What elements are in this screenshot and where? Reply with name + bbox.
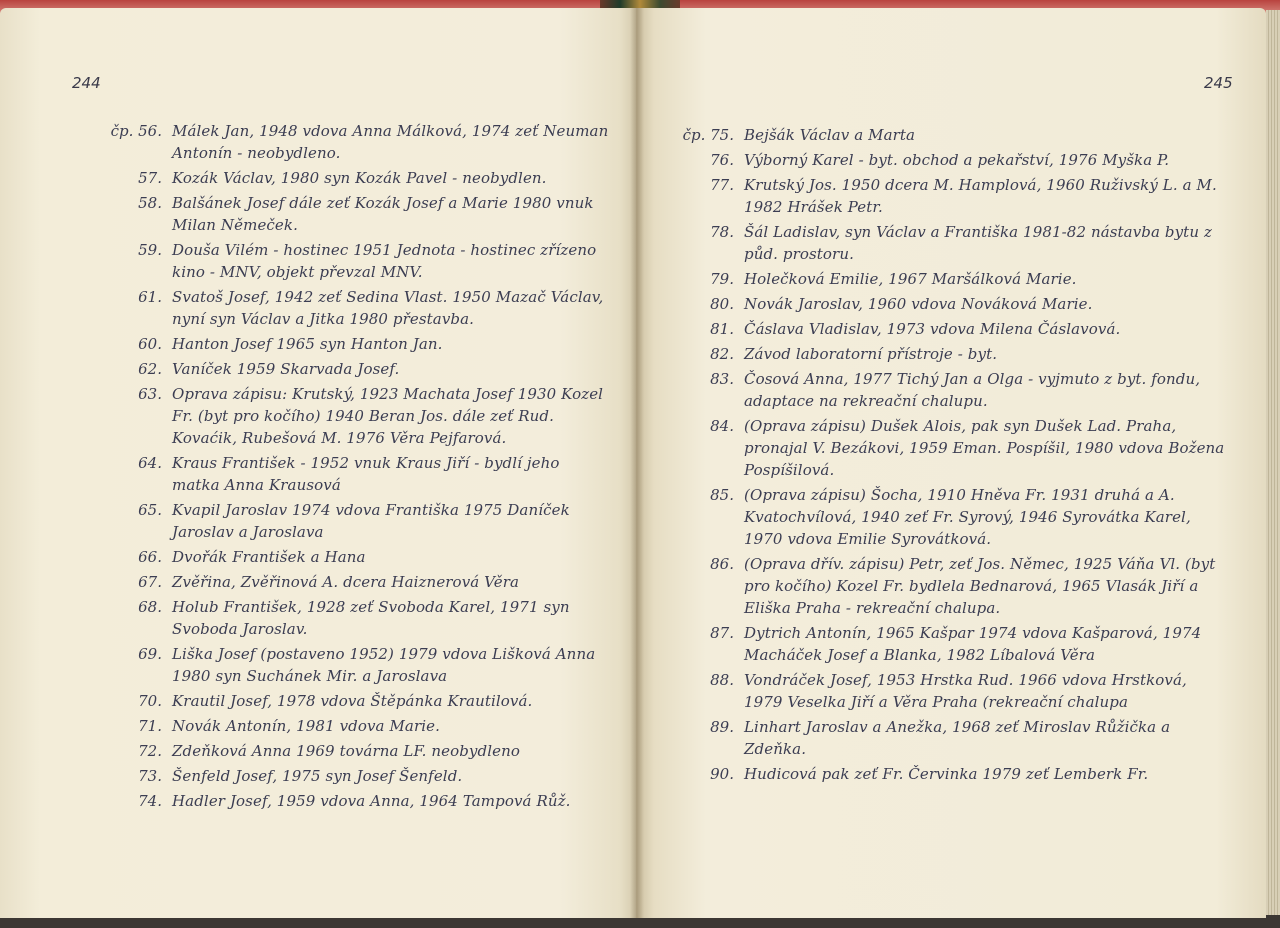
entry-text: Hudicová pak zeť Fr. Červinka 1979 zeť Lemberk Fr. (744, 765, 1149, 783)
register-entry (72, 333, 612, 355)
house-number: 73. (138, 767, 162, 785)
house-number: 58. (138, 194, 162, 212)
register-entry (668, 415, 1228, 481)
book-gutter (630, 8, 644, 918)
entry-text: Zvěřina, Zvěřinová A. dcera Haiznerová Věra (172, 573, 520, 591)
right-entries-list (668, 124, 1228, 788)
register-entry (668, 763, 1228, 785)
left-entries-list (72, 120, 612, 815)
house-number: čp. 56. (110, 122, 162, 140)
house-number: 69. (138, 645, 162, 663)
entry-text: Čáslava Vladislav, 1973 vdova Milena Čáslavová. (744, 320, 1121, 338)
house-number: 67. (138, 573, 162, 591)
register-entry (668, 622, 1228, 666)
register-entry (72, 643, 612, 687)
house-number: 82. (710, 345, 734, 363)
entry-text: Liška Josef (postaveno 1952) 1979 vdova Lišková Anna 1980 syn Suchánek Mir. a Jaroslava (172, 645, 596, 685)
register-entry (668, 318, 1228, 340)
house-number: čp. 75. (682, 126, 734, 144)
register-entry (72, 740, 612, 762)
register-entry (668, 293, 1228, 315)
house-number: 62. (138, 360, 162, 378)
entry-text: Novák Jaroslav, 1960 vdova Nováková Marie. (744, 295, 1093, 313)
register-entry (72, 765, 612, 787)
house-number: 59. (138, 241, 162, 259)
register-entry (668, 124, 1228, 146)
house-number: 89. (710, 718, 734, 736)
house-number: 60. (138, 335, 162, 353)
entry-text: Hanton Josef 1965 syn Hanton Jan. (172, 335, 443, 353)
register-entry (668, 368, 1228, 412)
entry-text: (Oprava zápisu) Dušek Alois, pak syn Dušek Lad. Praha, pronajal V. Bezákovi, 1959 Eman. Pospíšil, 1980 vdova Božena Pospíšilová. (744, 417, 1225, 479)
house-number: 76. (710, 151, 734, 169)
register-entry (668, 221, 1228, 265)
register-entry (668, 174, 1228, 218)
register-entry (668, 268, 1228, 290)
house-number: 74. (138, 792, 162, 810)
entry-text: Oprava zápisu: Krutský, 1923 Machata Josef 1930 Kozel Fr. (byt pro kočího) 1940 Beran Jos. dále zeť Rud. Kovaćik, Rubešová M. 1976 Věra Pejfarová. (172, 385, 604, 447)
entry-text: Holečková Emilie, 1967 Maršálková Marie. (744, 270, 1077, 288)
house-number: 81. (710, 320, 734, 338)
entry-text: Vondráček Josef, 1953 Hrstka Rud. 1966 vdova Hrstková, 1979 Veselka Jiří a Věra Praha (rekreační chalupa (744, 671, 1187, 711)
entry-text: Kraus František - 1952 vnuk Kraus Jiří - bydlí jeho matka Anna Krausová (172, 454, 560, 494)
register-entry (668, 716, 1228, 760)
entry-text: Šenfeld Josef, 1975 syn Josef Šenfeld. (172, 767, 463, 785)
register-entry (72, 452, 612, 496)
register-entry (72, 546, 612, 568)
house-number: 63. (138, 385, 162, 403)
entry-text: Svatoš Josef, 1942 zeť Sedina Vlast. 1950 Mazač Václav, nyní syn Václav a Jitka 1980 přestavba. (172, 288, 604, 328)
entry-text: Balšánek Josef dále zeť Kozák Josef a Marie 1980 vnuk Milan Němeček. (172, 194, 594, 234)
register-entry (72, 596, 612, 640)
page-stack-edge (1266, 10, 1280, 915)
house-number: 83. (710, 370, 734, 388)
house-number: 84. (710, 417, 734, 435)
entry-text: (Oprava zápisu) Šocha, 1910 Hněva Fr. 1931 druhá a A. Kvatochvílová, 1940 zeť Fr. Syrový, 1946 Syrovátka Karel, 1970 vdova Emilie Syrovátková. (744, 486, 1191, 548)
house-number: 86. (710, 555, 734, 573)
register-entry (72, 383, 612, 449)
house-number: 85. (710, 486, 734, 504)
entry-text: Dytrich Antonín, 1965 Kašpar 1974 vdova Kašparová, 1974 Macháček Josef a Blanka, 1982 Líbalová Věra (744, 624, 1202, 664)
entry-text: Závod laboratorní přístroje - byt. (744, 345, 998, 363)
entry-text: Šál Ladislav, syn Václav a Františka 1981-82 nástavba bytu z půd. prostoru. (744, 223, 1212, 263)
register-entry (72, 358, 612, 380)
entry-text: Bejšák Václav a Marta (744, 126, 916, 144)
register-entry (668, 149, 1228, 171)
house-number: 87. (710, 624, 734, 642)
register-entry (72, 715, 612, 737)
entry-text: Novák Antonín, 1981 vdova Marie. (172, 717, 440, 735)
register-entry (72, 571, 612, 593)
house-number: 88. (710, 671, 734, 689)
entry-text: Výborný Karel - byt. obchod a pekařství, 1976 Myška P. (744, 151, 1170, 169)
house-number: 68. (138, 598, 162, 616)
house-number: 61. (138, 288, 162, 306)
house-number: 77. (710, 176, 734, 194)
register-entry (72, 286, 612, 330)
register-entry (72, 499, 612, 543)
right-page (636, 8, 1266, 918)
entry-text: Vaníček 1959 Skarvada Josef. (172, 360, 400, 378)
house-number: 57. (138, 169, 162, 187)
house-number: 64. (138, 454, 162, 472)
register-entry (668, 484, 1228, 550)
entry-text: (Oprava dřív. zápisu) Petr, zeť Jos. Němec, 1925 Váňa Vl. (byt pro kočího) Kozel Fr. bydlela Bednarová, 1965 Vlasák Jiří a Eliška Praha - rekreační chalupa. (744, 555, 1216, 617)
register-entry (72, 790, 612, 812)
house-number: 78. (710, 223, 734, 241)
page-number-right: 245 (1204, 74, 1233, 92)
house-number: 65. (138, 501, 162, 519)
entry-text: Kvapil Jaroslav 1974 vdova Františka 1975 Daníček Jaroslav a Jaroslava (172, 501, 570, 541)
entry-text: Krautil Josef, 1978 vdova Štěpánka Krautilová. (172, 692, 533, 710)
register-entry (668, 669, 1228, 713)
entry-text: Krutský Jos. 1950 dcera M. Hamplová, 1960 Ruživský L. a M. 1982 Hrášek Petr. (744, 176, 1217, 216)
entry-text: Málek Jan, 1948 vdova Anna Málková, 1974 zeť Neuman Antonín - neobydleno. (172, 122, 609, 162)
house-number: 80. (710, 295, 734, 313)
register-entry (72, 239, 612, 283)
entry-text: Dvořák František a Hana (172, 548, 366, 566)
entry-text: Hadler Josef, 1959 vdova Anna, 1964 Tampová Růž. (172, 792, 571, 810)
house-number: 70. (138, 692, 162, 710)
entry-text: Linhart Jaroslav a Anežka, 1968 zeť Miroslav Růžička a Zdeňka. (744, 718, 1171, 758)
register-entry (72, 192, 612, 236)
entry-text: Holub František, 1928 zeť Svoboda Karel, 1971 syn Svoboda Jaroslav. (172, 598, 570, 638)
entry-text: Čosová Anna, 1977 Tichý Jan a Olga - vyjmuto z byt. fondu, adaptace na rekreační chalupu. (744, 370, 1201, 410)
house-number: 66. (138, 548, 162, 566)
house-number: 90. (710, 765, 734, 783)
entry-text: Zdeňková Anna 1969 továrna LF. neobydleno (172, 742, 520, 760)
house-number: 79. (710, 270, 734, 288)
register-entry (72, 120, 612, 164)
page-number-left: 244 (72, 74, 101, 92)
entry-text: Kozák Václav, 1980 syn Kozák Pavel - neobydlen. (172, 169, 547, 187)
left-page (0, 8, 640, 918)
entry-text: Douša Vilém - hostinec 1951 Jednota - hostinec zřízeno kino - MNV, objekt převzal MNV. (172, 241, 597, 281)
register-entry (72, 167, 612, 189)
house-number: 72. (138, 742, 162, 760)
register-entry (668, 553, 1228, 619)
house-number: 71. (138, 717, 162, 735)
register-entry (668, 343, 1228, 365)
register-entry (72, 690, 612, 712)
